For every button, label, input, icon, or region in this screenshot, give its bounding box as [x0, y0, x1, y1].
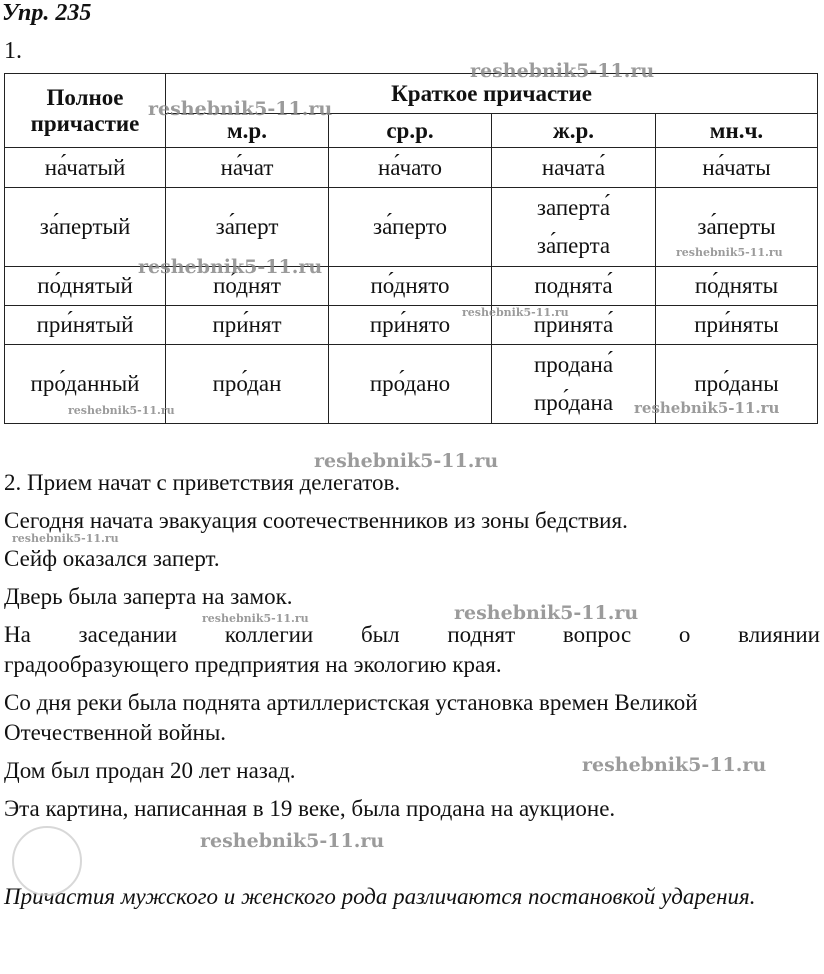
sentence: Эта картина, написанная в 19 веке, была продана на аукционе.: [4, 796, 616, 821]
example-sentences: [4, 468, 820, 832]
watermark: reshebnik5-11.ru: [314, 450, 499, 472]
cell-pl: при́няты: [656, 306, 818, 345]
cell-f: начата́: [492, 148, 656, 188]
cell-n: про́дано: [329, 345, 492, 424]
col-neuter: ср.р.: [329, 114, 492, 148]
cell-n: за́перто: [329, 188, 492, 267]
cell-f: [492, 188, 656, 267]
col-plural: мн.ч.: [656, 114, 818, 148]
cell-m: про́дан: [166, 345, 329, 424]
sentence: Сейф оказался заперт.: [4, 546, 220, 571]
sentence: Дверь была заперта на замок.: [4, 584, 293, 609]
sentence: Отечественной войны.: [4, 720, 227, 745]
cell-f: принята́: [492, 306, 656, 345]
exercise-title: Упр. 235: [2, 0, 92, 26]
sentence: градообразующего предприятия на экологию края.: [4, 652, 502, 677]
cell-f-variant: про́дана: [533, 390, 614, 415]
col-masculine: м.р.: [166, 114, 329, 148]
cell-f: [492, 345, 656, 424]
cell-m: за́перт: [166, 188, 329, 267]
watermark: reshebnik5-11.ru: [462, 306, 569, 319]
cell-pl: за́перты: [656, 188, 818, 267]
header-short-participle: Краткое причастие: [166, 74, 818, 114]
cell-m: по́днят: [166, 267, 329, 306]
conclusion-note: Причастия мужского и женского рода различаются постановкой ударения.: [4, 884, 756, 909]
sentence: Дом был продан 20 лет назад.: [4, 758, 296, 783]
cell-m: на́чат: [166, 148, 329, 188]
sentence: 2. Прием начат с приветствия делегатов.: [4, 470, 401, 495]
cell-pl: на́чаты: [656, 148, 818, 188]
cell-full: при́нятый: [5, 306, 166, 345]
watermark: reshebnik5-11.ru: [202, 612, 309, 625]
sentence: Сегодня начата эвакуация соотечественников из зоны бедствия.: [4, 508, 628, 533]
cell-f-variant: за́перта: [536, 233, 611, 258]
sentence: Со дня реки была поднята артиллеристская установка времен Великой: [4, 690, 698, 715]
watermark: reshebnik5-11.ru: [148, 98, 333, 120]
table-row: [5, 306, 818, 345]
sentence: На заседании коллегии был поднят вопрос о влиянии: [4, 622, 820, 647]
watermark: reshebnik5-11.ru: [138, 256, 323, 278]
cell-n: при́нято: [329, 306, 492, 345]
watermark: reshebnik5-11.ru: [470, 60, 655, 82]
watermark: reshebnik5-11.ru: [676, 246, 783, 259]
cell-pl: про́даны: [656, 345, 818, 424]
cell-n: на́чато: [329, 148, 492, 188]
watermark: reshebnik5-11.ru: [200, 830, 385, 852]
cell-full: за́пертый: [5, 188, 166, 267]
watermark: reshebnik5-11.ru: [582, 754, 767, 776]
copyright-seal-icon: [12, 826, 82, 896]
cell-full: про́данный: [5, 345, 166, 424]
table-row: [5, 267, 818, 306]
cell-n: по́днято: [329, 267, 492, 306]
watermark: reshebnik5-11.ru: [12, 532, 119, 545]
part-1-label: 1.: [4, 38, 22, 64]
cell-m: при́нят: [166, 306, 329, 345]
header-full-participle: Полное причастие: [5, 74, 166, 148]
cell-full: на́чатый: [5, 148, 166, 188]
cell-f: поднята́: [492, 267, 656, 306]
cell-f-variant: продана́: [533, 352, 614, 377]
col-feminine: ж.р.: [492, 114, 656, 148]
cell-pl: по́дняты: [656, 267, 818, 306]
watermark: reshebnik5-11.ru: [68, 404, 175, 417]
cell-f-variant: заперта́: [536, 195, 611, 220]
watermark: reshebnik5-11.ru: [454, 602, 639, 624]
cell-full: по́днятый: [5, 267, 166, 306]
watermark: reshebnik5-11.ru: [634, 399, 780, 417]
table-row: [5, 148, 818, 188]
